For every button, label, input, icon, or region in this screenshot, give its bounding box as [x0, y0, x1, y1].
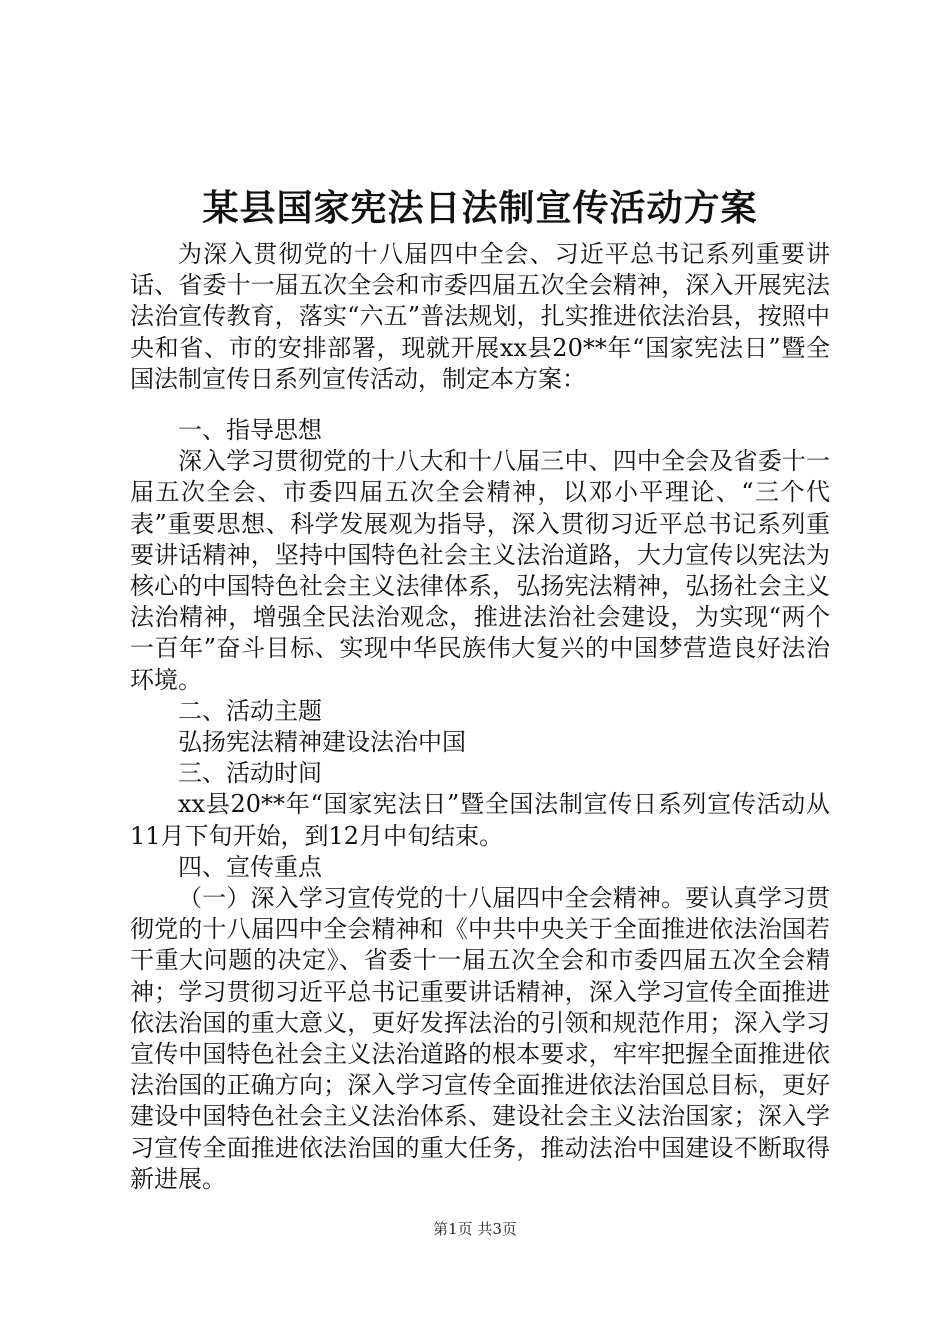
- section-body-publicity-focus: （一）深入学习宣传党的十八届四中全会精神。要认真学习贯彻党的十八届四中全会精神和《中共中央关于全面推进依法治国若干重大问题的决定》、省委十一届五次全会和市委四届五次全会精神；学习贯彻习近平总书记重要讲话精神，深入学习宣传全面推进依法治国的重大意义，更好发挥法治的引领和规范作用；深入学习宣传中国特色社会主义法治道路的根本要求，牢牢把握全面推进依法治国的正确方向；深入学习宣传全面推进依法治国总目标，更好建设中国特色社会主义法治体系、建设社会主义法治国家；深入学习宣传全面推进依法治国的重大任务，推动法治中国建设不断取得新进展。: [130, 884, 830, 1193]
- section-heading-activity-theme: 二、活动主题: [178, 696, 322, 725]
- section-body-guiding-ideology: 深入学习贯彻党的十八大和十八届三中、四中全会及省委十一届五次全会、市委四届五次全会精神，以邓小平理论、“三个代表”重要思想、科学发展观为指导，深入贯彻习近平总书记系列重要讲话精神，坚持中国特色社会主义法治道路，大力宣传以宪法为核心的中国特色社会主义法律体系，弘扬宪法精神，弘扬社会主义法治精神，增强全民法治观念，推进法治社会建设，为实现“两个一百年”奋斗目标、实现中华民族伟大复兴的中国梦营造良好法治环境。: [130, 447, 830, 694]
- section-body-activity-theme: 弘扬宪法精神建设法治中国: [178, 728, 466, 757]
- paragraph-gap: [130, 395, 830, 415]
- section-heading-guiding-ideology: 一、指导思想: [178, 416, 322, 445]
- section-body-activity-time: xx县20**年“国家宪法日”暨全国法制宣传日系列宣传活动从11月下旬开始，到12月中旬结束。: [130, 790, 830, 850]
- document-title: 某县国家宪法日法制宣传活动方案: [202, 187, 758, 229]
- document-body: [130, 183, 830, 1195]
- page-footer: 第1页 共3页: [433, 1220, 517, 1238]
- section-heading-publicity-focus: 四、宣传重点: [178, 852, 322, 881]
- intro-paragraph: 为深入贯彻党的十八届四中全会、习近平总书记系列重要讲话、省委十一届五次全会和市委四届五次全会精神，深入开展宪法法治宣传教育，落实“六五”普法规划，扎实推进依法治县，按照中央和省、市的安排部署，现就开展xx县20**年“国家宪法日”暨全国法制宣传日系列宣传活动，制定本方案：: [130, 240, 830, 393]
- section-heading-activity-time: 三、活动时间: [178, 759, 322, 788]
